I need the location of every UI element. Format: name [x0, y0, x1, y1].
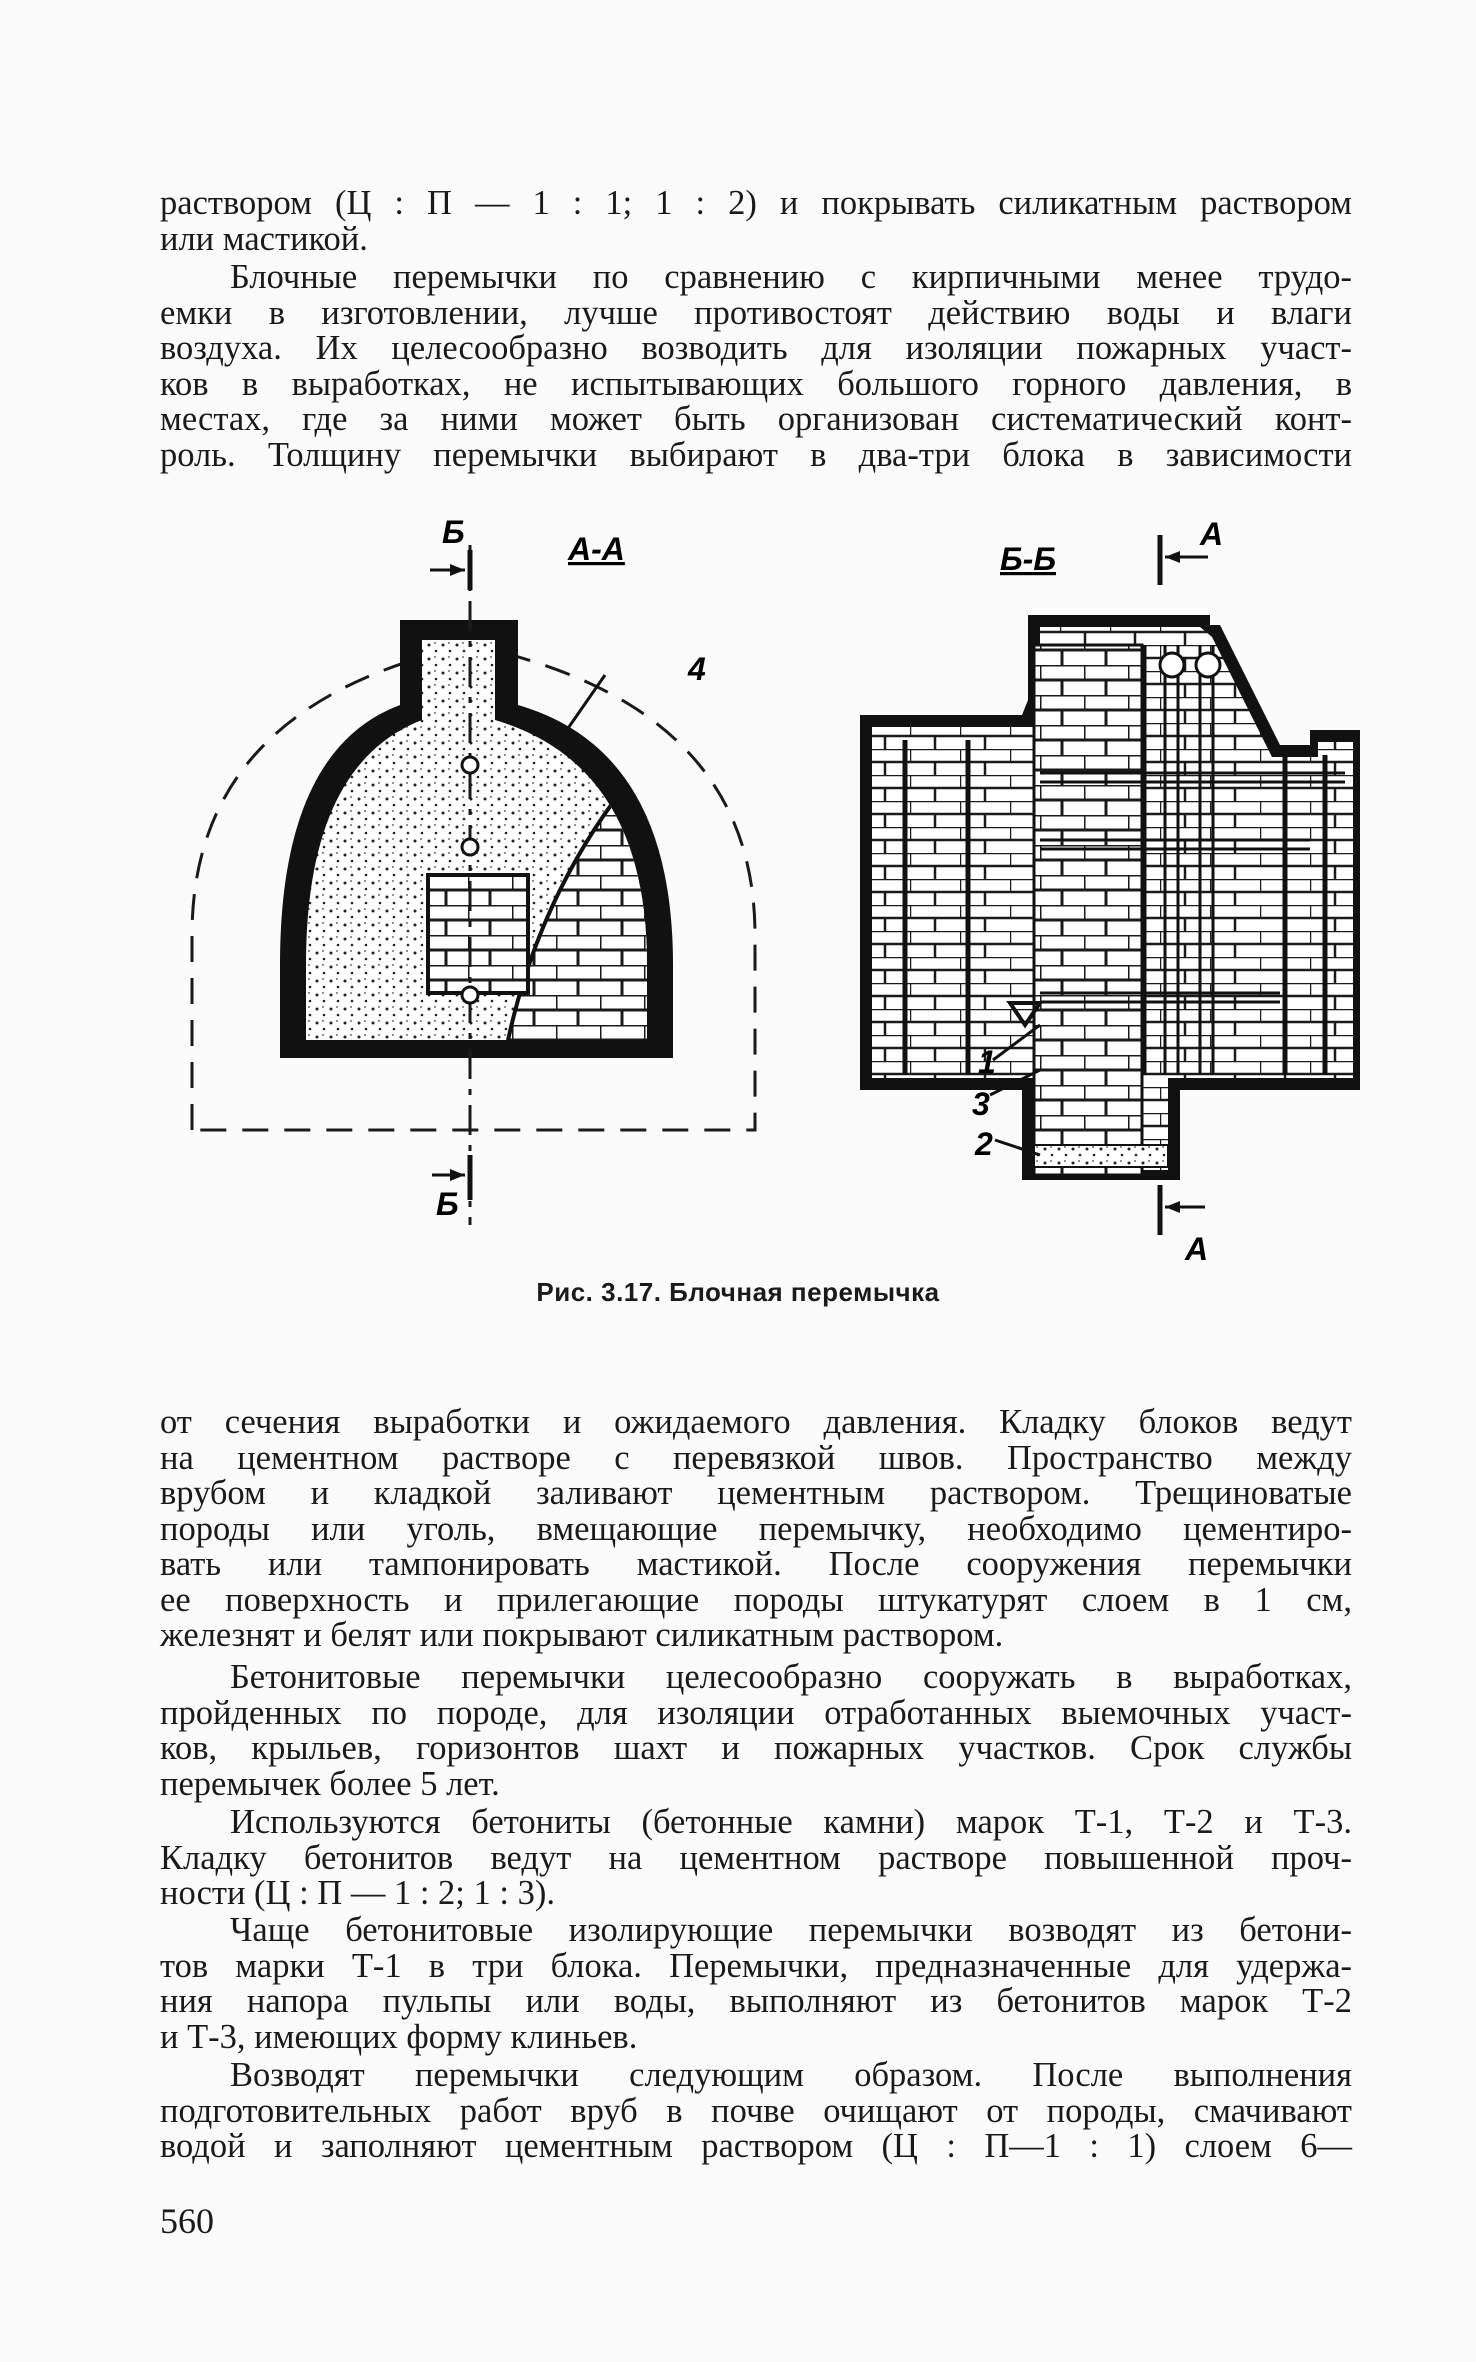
text-line: Используются бетониты (бетонные камни) марок Т-1, Т-2 и Т-3. — [230, 1803, 1352, 1841]
callout-1: 1 — [978, 1044, 996, 1080]
text-line: ее поверхность и прилегающие породы штукатурят слоем в 1 см, — [160, 1580, 1352, 1619]
text-line: Блочные перемычки по сравнению с кирпичными менее трудо- — [230, 258, 1352, 296]
text-line: Чаще бетонитовые изолирующие перемычки возводят из бетони- — [230, 1911, 1352, 1949]
left-section-view — [192, 545, 755, 1225]
text-line: Бетонитовые перемычки целесообразно сооружать в выработках, — [230, 1658, 1352, 1696]
text-line: вать или тампонировать мастикой. После сооружения перемычки — [160, 1545, 1352, 1583]
text-line: подготовительных работ вруб в почве очищают от породы, смачивают — [160, 2091, 1352, 2130]
text-line: ния напора пульпы или воды, выполняют из бетонитов марок Т-2 — [160, 1982, 1352, 2020]
label-section-a-a: А-А — [568, 531, 625, 567]
right-section-view — [860, 535, 1360, 1235]
text-line: ков в выработках, не испытывающих большого горного давления, в — [160, 364, 1352, 403]
section-mark-a-top: А — [1200, 516, 1224, 552]
text-line: воздуха. Их целесообразно возводить для изоляции пожарных участ- — [160, 329, 1352, 367]
text-line: или мастикой. — [160, 219, 368, 258]
text-line: Возводят перемычки следующим образом. После выполнения — [230, 2056, 1352, 2094]
text-line: перемычек более 5 лет. — [160, 1764, 500, 1803]
paragraph-betonit-2 — [160, 1805, 1352, 1912]
text-line: и Т-3, имеющих форму клиньев. — [160, 2017, 638, 2056]
text-line: местах, где за ними может быть организован систематический конт- — [160, 400, 1352, 438]
paragraph-top — [160, 186, 1352, 257]
section-mark-a-bottom: А — [1185, 1231, 1209, 1267]
paragraph-betonit-1 — [160, 1660, 1352, 1802]
text-line: железнят и белят или покрывают силикатным раствором. — [160, 1616, 1004, 1654]
text-line: на цементном растворе с перевязкой швов. Пространство между — [160, 1438, 1352, 1477]
text-line: водой и заполняют цементным раствором (Ц : П—1 : 1) слоем 6— — [160, 2127, 1352, 2165]
figure-block-bulkhead — [160, 515, 1360, 1275]
page-number: 560 — [160, 2201, 214, 2241]
callout-4: 4 — [688, 651, 706, 687]
text-line: ков, крыльев, горизонтов шахт и пожарных участков. Срок службы — [160, 1729, 1352, 1767]
text-line: тов марки Т-1 в три блока. Перемычки, предназначенные для удержа- — [160, 1946, 1352, 1985]
paragraph-betonit-3 — [160, 1913, 1352, 2055]
callout-3: 3 — [972, 1086, 990, 1122]
text-line: емки в изготовлении, лучше противостоят действию воды и влаги — [160, 293, 1352, 332]
label-section-b-b: Б-Б — [1000, 541, 1056, 577]
text-line: Кладку бетонитов ведут на цементном растворе повышенной проч- — [160, 1838, 1352, 1877]
text-line: роль. Толщину перемычки выбирают в два-три блока в зависимости — [160, 435, 1352, 474]
text-line: от сечения выработки и ожидаемого давления. Кладку блоков ведут — [160, 1403, 1352, 1441]
paragraph-continuation — [160, 1405, 1352, 1654]
text-line: раствором (Ц : П — 1 : 1; 1 : 2) и покрывать силикатным раствором — [160, 184, 1352, 222]
figure-caption: Рис. 3.17. Блочная перемычка — [536, 1277, 940, 1307]
text-line: ности (Ц : П — 1 : 2; 1 : 3). — [160, 1874, 555, 1912]
text-line: врубом и кладкой заливают цементным раствором. Трещиноватые — [160, 1474, 1352, 1512]
paragraph-betonit-4 — [160, 2058, 1352, 2165]
text-line: пройденных по породе, для изоляции отработанных выемочных участ- — [160, 1693, 1352, 1732]
section-mark-b-bottom: Б — [436, 1186, 459, 1222]
callout-2: 2 — [975, 1126, 993, 1162]
text-line: породы или уголь, вмещающие перемычку, необходимо цементиро- — [160, 1509, 1352, 1548]
paragraph-blocks — [160, 260, 1352, 473]
section-mark-b-top: Б — [442, 515, 465, 550]
